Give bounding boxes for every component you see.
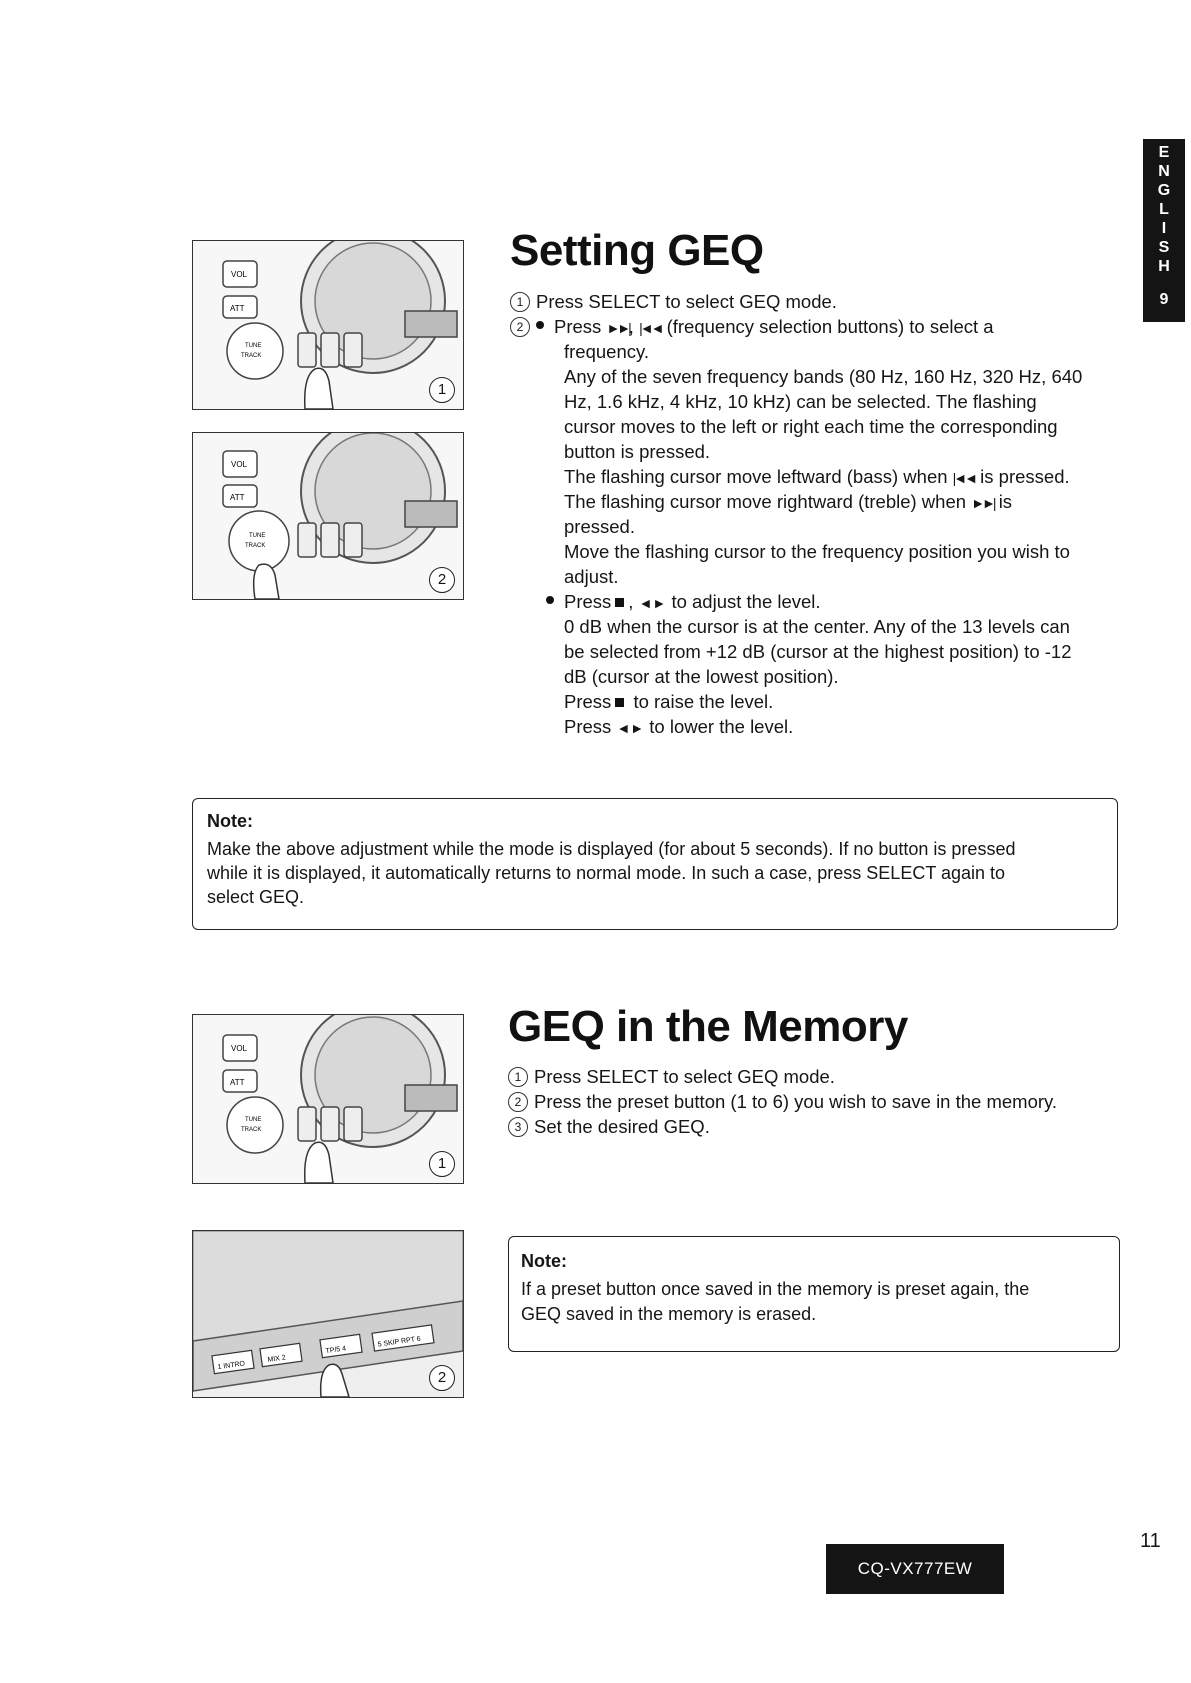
bullet-icon bbox=[536, 321, 544, 329]
note-box bbox=[192, 798, 1118, 930]
note-box bbox=[508, 1236, 1120, 1352]
text-segment: to lower the level. bbox=[649, 716, 794, 737]
text-line: pressed. bbox=[564, 516, 635, 537]
text-segment: Press bbox=[564, 591, 612, 612]
text-line bbox=[564, 714, 793, 741]
step-text: (frequency selection buttons) to select a bbox=[666, 316, 994, 337]
text-segment: Press bbox=[564, 716, 612, 737]
step-number: 3 bbox=[508, 1117, 528, 1137]
att-label: ATT bbox=[230, 493, 245, 502]
figure-number: 1 bbox=[429, 1151, 455, 1177]
page-number: 11 bbox=[1140, 1530, 1161, 1552]
car-stereo-illustration bbox=[193, 1015, 463, 1183]
text-line: button is pressed. bbox=[564, 441, 711, 462]
text-line: Move the flashing cursor to the frequency position you wish to bbox=[564, 541, 1070, 562]
note-title: Note: bbox=[521, 1251, 567, 1271]
stop-square-icon bbox=[615, 698, 624, 707]
step-number: 1 bbox=[510, 292, 530, 312]
step-number: 2 bbox=[508, 1092, 528, 1112]
step-text: Press the preset button (1 to 6) you wish to save in the memory. bbox=[534, 1091, 1058, 1112]
tab-letter: L bbox=[1159, 201, 1169, 218]
language-tab bbox=[1143, 139, 1185, 322]
note-line: while it is displayed, it automatically returns to normal mode. In such a case, press SELECT again to bbox=[207, 863, 1006, 883]
figure-select-button bbox=[192, 1014, 464, 1184]
step-number: 2 bbox=[510, 317, 530, 337]
left-right-arrows-icon: ◄► bbox=[616, 720, 645, 736]
prev-track-icon: |◄◄ bbox=[639, 320, 662, 336]
tab-letter: E bbox=[1158, 144, 1170, 161]
note-body bbox=[207, 837, 1015, 909]
stop-square-icon bbox=[615, 598, 624, 607]
figure-select-button bbox=[192, 240, 464, 410]
tab-letter: N bbox=[1158, 163, 1170, 180]
att-label: ATT bbox=[230, 1078, 245, 1087]
track-label: TRACK bbox=[241, 353, 262, 359]
track-label: TRACK bbox=[245, 543, 266, 549]
level-bullet: Press , ◄► to adjust the level. bbox=[546, 589, 821, 616]
car-stereo-illustration bbox=[193, 1231, 463, 1397]
figure-number: 1 bbox=[429, 377, 455, 403]
preset-label: 1 INTRO bbox=[217, 1360, 246, 1372]
figure-preset-buttons bbox=[192, 1230, 464, 1398]
text-line: Hz, 1.6 kHz, 4 kHz, 10 kHz) can be selected. The flashing bbox=[564, 391, 1037, 412]
text-line: adjust. bbox=[564, 566, 619, 587]
track-label: TRACK bbox=[241, 1127, 262, 1133]
figure-frequency-buttons bbox=[192, 432, 464, 600]
step-text: Press bbox=[554, 316, 602, 337]
text-line: Any of the seven frequency bands (80 Hz, 160 Hz, 320 Hz, 640 bbox=[564, 366, 1083, 387]
section-title-geq-memory: GEQ in the Memory bbox=[508, 1002, 908, 1051]
text-line bbox=[564, 489, 1012, 516]
car-stereo-illustration bbox=[193, 241, 463, 409]
note-line: GEQ saved in the memory is erased. bbox=[521, 1304, 817, 1324]
tab-letter: H bbox=[1158, 258, 1170, 275]
note-line: Make the above adjustment while the mode is displayed (for about 5 seconds). If no button is pressed bbox=[207, 839, 1016, 859]
next-track-icon: ►►| bbox=[606, 320, 629, 336]
step-1 bbox=[508, 1064, 835, 1089]
vol-label: VOL bbox=[231, 460, 248, 469]
preset-label: 5 SKIP RPT 6 bbox=[377, 1335, 422, 1349]
text-segment: to raise the level. bbox=[633, 691, 774, 712]
tab-page-number: 9 bbox=[1159, 291, 1169, 308]
bullet-icon bbox=[546, 596, 554, 604]
preset-label: MIX 2 bbox=[267, 1354, 287, 1364]
text-line: cursor moves to the left or right each time the corresponding bbox=[564, 416, 1058, 437]
figure-number: 2 bbox=[429, 1365, 455, 1391]
att-label: ATT bbox=[230, 304, 245, 313]
tune-label: TUNE bbox=[245, 1117, 262, 1123]
prev-track-icon: |◄◄ bbox=[952, 470, 976, 486]
step-number: 1 bbox=[508, 1067, 528, 1087]
vol-label: VOL bbox=[231, 1044, 248, 1053]
step-text: Set the desired GEQ. bbox=[534, 1116, 710, 1137]
text-line: dB (cursor at the lowest position). bbox=[564, 666, 839, 687]
text-segment: is bbox=[998, 491, 1013, 512]
note-line: select GEQ. bbox=[207, 887, 305, 907]
step-2 bbox=[508, 1089, 1057, 1114]
vol-label: VOL bbox=[231, 270, 248, 279]
text-segment: is pressed. bbox=[980, 466, 1070, 487]
note-body bbox=[521, 1277, 1029, 1327]
tune-label: TUNE bbox=[249, 533, 266, 539]
text-line: frequency. bbox=[564, 341, 650, 362]
left-right-arrows-icon: ◄► bbox=[638, 595, 667, 611]
car-stereo-illustration bbox=[193, 433, 463, 599]
note-line: If a preset button once saved in the memory is preset again, the bbox=[521, 1279, 1030, 1299]
next-track-icon: ►►| bbox=[971, 495, 994, 511]
figure-number: 2 bbox=[429, 567, 455, 593]
tab-letter: G bbox=[1157, 182, 1171, 199]
text-line bbox=[564, 464, 1070, 491]
text-line: be selected from +12 dB (cursor at the highest position) to -12 bbox=[564, 641, 1072, 662]
step-3 bbox=[508, 1114, 710, 1139]
step-text: Press SELECT to select GEQ mode. bbox=[534, 1066, 835, 1087]
note-title: Note: bbox=[207, 811, 253, 831]
text-line bbox=[564, 689, 773, 714]
tab-letter: I bbox=[1161, 220, 1167, 237]
step-text: Press SELECT to select GEQ mode. bbox=[536, 291, 837, 312]
text-segment: Press bbox=[564, 691, 612, 712]
preset-label: TP/5 4 bbox=[325, 1345, 347, 1356]
tune-label: TUNE bbox=[245, 343, 262, 349]
section-title-setting-geq: Setting GEQ bbox=[510, 226, 764, 275]
step-1 bbox=[510, 289, 837, 314]
text-line: 0 dB when the cursor is at the center. Any of the 13 levels can bbox=[564, 616, 1070, 637]
tab-letter: S bbox=[1158, 239, 1170, 256]
text-segment: The flashing cursor move rightward (treble) when bbox=[564, 491, 967, 512]
model-number: CQ-VX777EW bbox=[826, 1544, 1004, 1594]
step-2: 2 Press ►►|, |◄◄ (frequency selection buttons) to select a bbox=[510, 314, 994, 341]
text-segment: to adjust the level. bbox=[671, 591, 821, 612]
text-segment: The flashing cursor move leftward (bass) when bbox=[564, 466, 948, 487]
